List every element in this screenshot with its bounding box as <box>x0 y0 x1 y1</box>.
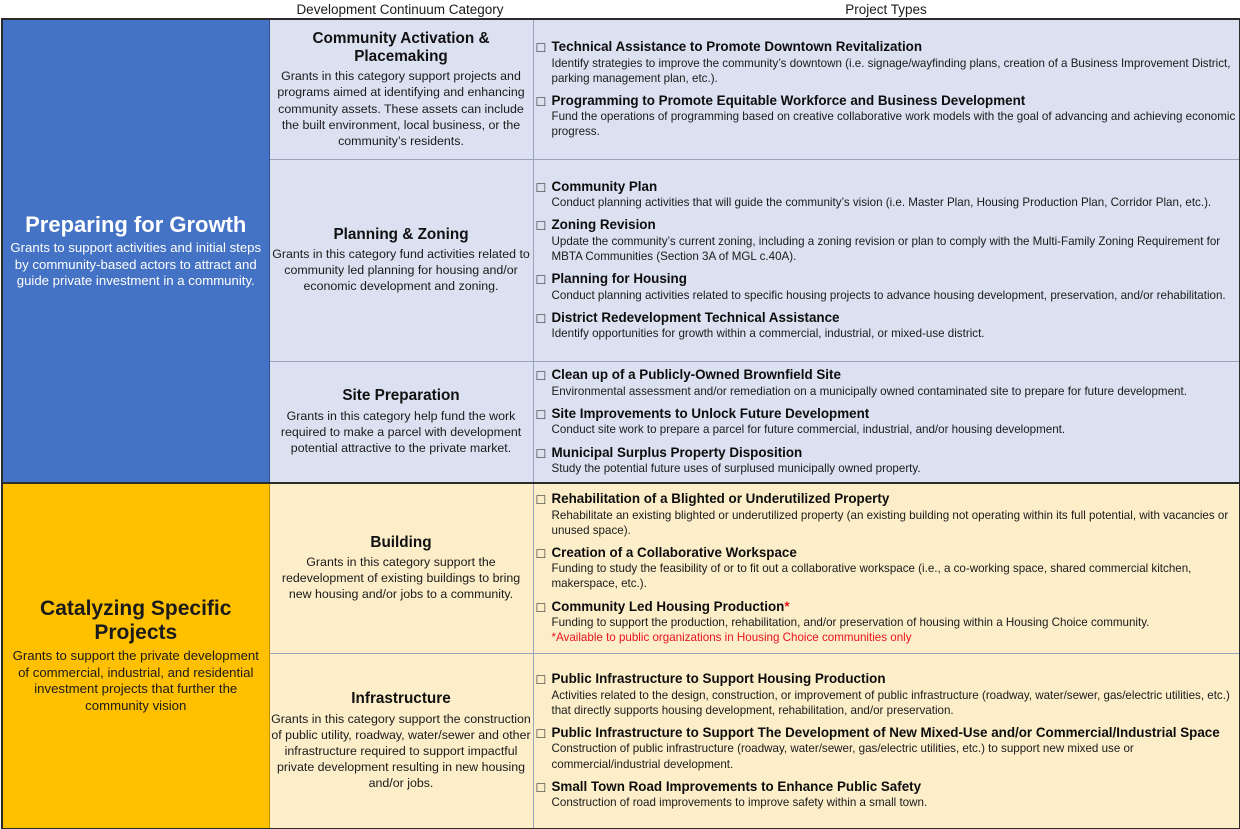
project-body <box>552 725 1240 772</box>
project-description: Fund the operations of programming based on creative collaborative work models with the goal of advancing and achieving economic progress. <box>551 110 1236 139</box>
project-body <box>552 599 1240 646</box>
project-body <box>552 93 1240 140</box>
asterisk-marker: * <box>784 598 790 614</box>
list-item <box>534 179 1240 211</box>
project-description: Activities related to the design, construction, or improvement of public infrastructure (roadway, water/sewer, gas/electric utilities, etc.) that directly supports housing development, rehabilitation, and/or preservation. <box>551 688 1230 717</box>
checkbox-square-icon: ☐ <box>535 600 547 615</box>
project-description: Study the potential future uses of surplused municipally owned property. <box>551 462 921 475</box>
list-item <box>534 310 1240 342</box>
checkbox-square-icon: ☐ <box>535 726 547 741</box>
project-title: Municipal Surplus Property Disposition <box>551 444 803 460</box>
band-catalyzing-specific-projects <box>2 483 269 829</box>
category-title: Community Activation & Placemaking <box>312 29 490 65</box>
project-body <box>552 406 1240 438</box>
project-title: Clean up of a Publicly-Owned Brownfield Site <box>551 367 841 383</box>
category-infrastructure <box>269 653 533 829</box>
project-title: Public Infrastructure to Support The Development of New Mixed-Use and/or Commercial/Industrial Space <box>551 724 1220 740</box>
category-title: Planning & Zoning <box>333 225 469 243</box>
column-headers <box>0 0 1240 18</box>
project-body <box>552 491 1240 538</box>
project-description: Rehabilitate an existing blighted or underutilized property (an existing building not operating within its full potential, with vacancies or unused space). <box>551 508 1229 537</box>
list-item <box>534 491 1240 538</box>
project-title: District Redevelopment Technical Assistance <box>551 309 840 325</box>
list-item <box>534 406 1240 438</box>
project-description: Construction of road improvements to improve safety within a small town. <box>551 796 928 810</box>
project-title: Creation of a Collaborative Workspace <box>551 544 797 560</box>
list-item <box>534 445 1240 477</box>
project-body <box>552 671 1240 718</box>
project-description: Identify strategies to improve the community’s downtown (i.e. signage/wayfinding plans, creation of a Business Improvement District, parking management plan, etc.). <box>551 56 1231 85</box>
project-description: Construction of public infrastructure (roadway, water/sewer, gas/electric utilities, etc.) to support new mixed use or commercial/industrial development. <box>551 742 1134 771</box>
checkbox-square-icon: ☐ <box>535 673 547 688</box>
table-row <box>2 19 1240 159</box>
list-item <box>534 217 1240 264</box>
category-description: Grants in this category support the construction of public utility, roadway, water/sewer and other infrastructure required to support impactful private development resulting in new housing and/or jobs. <box>271 711 531 791</box>
band-preparing-for-growth <box>2 19 269 483</box>
band-title: Preparing for Growth <box>25 212 247 238</box>
project-description: Update the community’s current zoning, including a zoning revision or plan to comply with the Multi-Family Zoning Requirement for MBTA Communities (Section 3A of MGL c.40A). <box>551 234 1221 263</box>
category-description: Grants in this category fund activities related to community led planning for housing and/or economic development and zoning. <box>272 246 530 294</box>
project-description: Identify opportunities for growth within a commercial, industrial, or mixed-use district. <box>551 327 985 341</box>
table-row <box>2 483 1240 653</box>
project-types-planning-zoning <box>533 159 1240 361</box>
category-description: Grants in this category support the redevelopment of existing buildings to bring new housing and/or jobs to a community. <box>281 555 521 602</box>
project-body <box>552 367 1240 399</box>
project-body <box>552 445 1240 477</box>
project-title: Small Town Road Improvements to Enhance Public Safety <box>551 778 922 794</box>
category-community-activation-placemaking <box>269 19 533 159</box>
project-types-building <box>533 483 1240 653</box>
list-item <box>534 545 1240 592</box>
project-footnote: *Available to public organizations in Housing Choice communities only <box>551 631 912 645</box>
list-item <box>534 599 1240 646</box>
project-body <box>552 779 1240 811</box>
project-list <box>534 39 1240 139</box>
checkbox-square-icon: ☐ <box>535 311 547 326</box>
project-title: Rehabilitation of a Blighted or Underutilized Property <box>551 491 890 507</box>
band-description: Grants to support the private development of commercial, industrial, and residential investment projects that further the community vision <box>12 648 259 714</box>
category-title: Site Preparation <box>342 387 460 405</box>
band-description: Grants to support activities and initial steps by community-based actors to attract and guide private investment in a community. <box>10 240 262 289</box>
project-body <box>552 545 1240 592</box>
checkbox-square-icon: ☐ <box>535 407 547 422</box>
project-list <box>534 491 1240 645</box>
project-types-community-activation <box>533 19 1240 159</box>
category-title: Building <box>370 533 432 551</box>
project-description: Funding to support the production, rehabilitation, and/or preservation of housing within a Housing Choice community. <box>551 616 1150 630</box>
project-title: Public Infrastructure to Support Housing Production <box>551 671 886 687</box>
checkbox-square-icon: ☐ <box>535 273 547 288</box>
project-body <box>552 271 1240 303</box>
checkbox-square-icon: ☐ <box>535 94 547 109</box>
band-title: Catalyzing Specific Projects <box>40 597 232 645</box>
checkbox-square-icon: ☐ <box>535 180 547 195</box>
list-item <box>534 725 1240 772</box>
checkbox-square-icon: ☐ <box>535 446 547 461</box>
project-description: Conduct planning activities that will guide the community’s vision (i.e. Master Plan, Housing Production Plan, Corridor Plan, etc.). <box>551 196 1212 210</box>
project-body <box>552 179 1240 211</box>
checkbox-square-icon: ☐ <box>535 780 547 795</box>
checkbox-square-icon: ☐ <box>535 41 547 56</box>
checkbox-square-icon: ☐ <box>535 219 547 234</box>
category-site-preparation <box>269 361 533 483</box>
project-title-text: Community Led Housing Production <box>551 598 785 614</box>
checkbox-square-icon: ☐ <box>535 493 547 508</box>
project-list <box>534 367 1240 476</box>
project-description: Funding to study the feasibility of or to fit out a collaborative workspace (i.e., a co-working space, shared commercial kitchen, makerspace, etc.). <box>551 562 1192 591</box>
category-description: Grants in this category help fund the work required to make a parcel with development potential attractive to the private market. <box>280 408 522 455</box>
project-body <box>552 310 1240 342</box>
project-types-infrastructure <box>533 653 1240 829</box>
project-title: Programming to Promote Equitable Workforce and Business Development <box>551 92 1026 108</box>
list-item <box>534 779 1240 811</box>
list-item <box>534 93 1240 140</box>
category-building <box>269 483 533 653</box>
list-item <box>534 271 1240 303</box>
project-types-site-preparation <box>533 361 1240 483</box>
project-title: Zoning Revision <box>551 217 656 233</box>
category-planning-zoning <box>269 159 533 361</box>
continuum-table <box>1 18 1240 829</box>
project-list <box>534 671 1240 810</box>
project-description: Environmental assessment and/or remediation on a municipally owned contaminated site to prepare for future development. <box>551 384 1187 398</box>
list-item <box>534 671 1240 718</box>
project-body <box>552 39 1240 86</box>
project-title: Community Plan <box>551 178 658 194</box>
project-title <box>552 599 1240 615</box>
project-title: Planning for Housing <box>551 271 687 287</box>
project-title: Site Improvements to Unlock Future Development <box>551 405 870 421</box>
project-title: Technical Assistance to Promote Downtown Revitalization <box>551 39 923 55</box>
project-body <box>552 217 1240 264</box>
list-item <box>534 39 1240 86</box>
checkbox-square-icon: ☐ <box>535 546 547 561</box>
header-project-types: Project Types <box>845 1 927 17</box>
project-list <box>534 179 1240 341</box>
list-item <box>534 367 1240 399</box>
category-description: Grants in this category support projects and programs aimed at identifying and enhancing community assets. These assets can include the built environment, local business, or the community’s residents. <box>277 69 525 148</box>
category-title: Infrastructure <box>351 690 451 708</box>
checkbox-square-icon: ☐ <box>535 369 547 384</box>
project-description: Conduct site work to prepare a parcel for future commercial, industrial, and/or housing development. <box>551 423 1066 437</box>
project-description: Conduct planning activities related to specific housing projects to advance housing development, preservation, and/or rehabilitation. <box>551 288 1226 302</box>
header-development-continuum-category: Development Continuum Category <box>296 1 504 17</box>
